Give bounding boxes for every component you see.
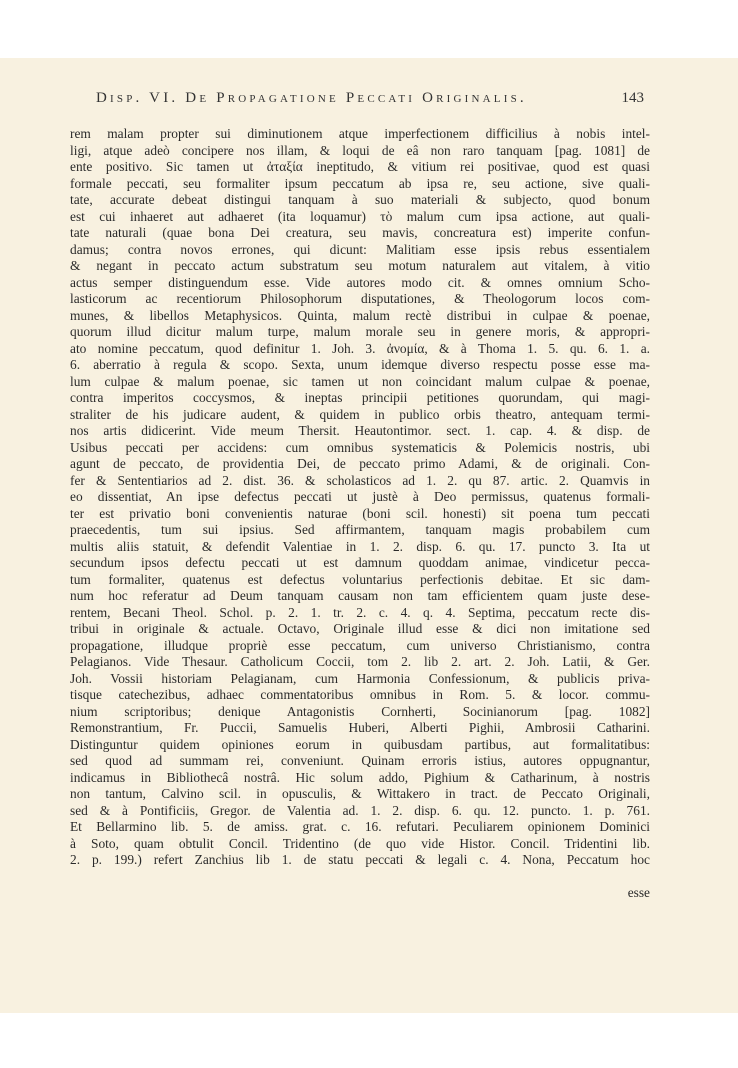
text-line	[70, 869, 650, 886]
text-line: tate, accurate debeat distingui tanquam à suo materiali & subjecto, quod bonum	[70, 192, 650, 207]
text-line: ente positivo. Sic tamen ut ἀταξία ineptitudo, & vitium rei positivae, quod est quasi	[70, 159, 650, 174]
text-line: tribui in originale & actuale. Octavo, Originale illud esse & dici non imitatione sed	[70, 621, 650, 636]
text-line: propagatione, illudque propriè esse peccatum, cum universo Christianismo, contra	[70, 637, 650, 653]
text-line: & negant in peccato actum substratum seu motum naturalem aut vitalem, à vitio	[70, 258, 650, 273]
text-line: straliter de his judicare audent, & quidem in publico orbis theatro, antequam termi-	[70, 406, 650, 422]
text-line: eo dissentiat, An ipse defectus peccati ut justè à Deo permissus, quatenus formali-	[70, 489, 650, 504]
running-header	[96, 90, 644, 110]
page	[0, 58, 738, 1013]
text-line: num hoc referatur ad Deum tanquam causam non tam efficientem quam juste dese-	[70, 588, 650, 603]
text-line: formale peccati, seu formaliter ipsum peccatum ab ipsa re, seu actione, sive quali-	[70, 175, 650, 191]
text-line: Distinguntur quidem opiniones eorum in quibusdam partibus, aut formalitatibus:	[70, 736, 650, 752]
text-line: tum formaliter, quatenus est defectus voluntarius perfectionis debitae. Et sic dam-	[70, 571, 650, 587]
text-line: multis aliis statuit, & defendit Valentiae in 1. 2. disp. 6. qu. 17. puncto 3. Ita ut	[70, 538, 650, 554]
page-number: 143	[621, 90, 644, 106]
running-title: Disp. VI. De Propagatione Peccati Originalis.	[96, 90, 527, 106]
text-line: actus semper distinguendum esse. Vide autores modo cit. & omnes omnium Scho-	[70, 274, 650, 290]
text-line: tate naturali (quae bona Dei creatura, seu mavis, concreatura est) imperite confun-	[70, 225, 650, 240]
text-line: agunt de peccato, de providentia Dei, de peccato primo Adami, & de originali. Con-	[70, 456, 650, 471]
text-line: fer & Sententiarios ad 2. dist. 36. & scholasticos ad 1. 2. qu 87. artic. 2. Quamvis in	[70, 472, 650, 488]
text-line: Usibus peccati per accidens: cum omnibus systematicis & Polemicis nostris, ubi	[70, 439, 650, 455]
text-line: Pelagianos. Vide Thesaur. Catholicum Coccii, tom 2. lib 2. art. 2. Joh. Latii, & Ger.	[70, 654, 650, 669]
text-line: munes, & libellos Metaphysicos. Quinta, malum rectè distribui in culpae & poenae,	[70, 307, 650, 323]
text-line: tisque catechezibus, adhaec commentatoribus omnibus in Rom. 5. & locor. commu-	[70, 687, 650, 702]
text-line: Remonstrantium, Fr. Puccii, Samuelis Huberi, Alberti Pighii, Ambrosii Catharini.	[70, 720, 650, 735]
text-line: rem malam propter sui diminutionem atque imperfectionem difficilius à nobis intel-	[70, 126, 650, 141]
text-line: rentem, Becani Theol. Schol. p. 2. 1. tr. 2. c. 4. q. 4. Septima, peccatum recte dis-	[70, 604, 650, 620]
text-line: praecedentis, tum sui ipsius. Sed affirmantem, tanquam magis probabilem cum	[70, 522, 650, 537]
text-line: quorum illud dicitur malum turpe, malum morale seu in genere moris, & appropri-	[70, 324, 650, 339]
text-line: nium scriptoribus; denique Antagonistis Cornherti, Socinianorum [pag. 1082]	[70, 703, 650, 719]
text-line: nos artis didicerint. Vide meum Thersit. Heautontimor. sect. 1. cap. 4. & disp. de	[70, 423, 650, 438]
text-line: contra imperitos coccysmos, & ineptas principii petitiones quorundam, qui magi-	[70, 390, 650, 405]
text-line: Joh. Vossii historiam Pelagianam, cum Harmonia Confessionum, & publicis priva-	[70, 670, 650, 686]
text-line: 2. p. 199.) refert Zanchius lib 1. de statu peccati & legali c. 4. Nona, Peccatum hoc	[70, 852, 650, 867]
body-text	[70, 126, 650, 902]
text-line: sed & à Pontificiis, Gregor. de Valentia ad. 1. 2. disp. 6. qu. 12. puncto. 1. p. 761.	[70, 802, 650, 818]
text-line: ligi, atque adeò concipere nos illam, & loqui de eâ non raro tanquam [pag. 1081] de	[70, 142, 650, 158]
text-line: lum culpae & malum poenae, sic tamen ut non coincidant malum culpae & poenae,	[70, 373, 650, 389]
text-line: secundum ipsos defectu peccati ut est damnum quoddam animae, vindicetur pecca-	[70, 555, 650, 570]
text-line: 6. aberratio à regula & scopo. Sexta, unum idemque diverso respectu posse esse ma-	[70, 357, 650, 372]
text-line: damus; contra novos errones, qui dicunt: Malitiam esse ipsis rebus essentialem	[70, 241, 650, 257]
text-line: sed quod ad summam rei, conveniunt. Quinam erroris istius, autores oppugnantur,	[70, 753, 650, 768]
text-line: ato nomine peccatum, quod definitur 1. Joh. 3. ἀνομία, & à Thoma 1. 5. qu. 6. 1. a.	[70, 340, 650, 356]
text-line: indicamus in Bibliothecâ nostrâ. Hic solum addo, Pighium & Catharinum, à nostris	[70, 769, 650, 785]
text-line: est cui inhaeret aut adhaeret (ita loquamur) τὸ malum cum ipsa actione, aut quali-	[70, 208, 650, 224]
text-line: à Soto, quam obtulit Concil. Tridentino (de quo vide Histor. Concil. Tridentini lib.	[70, 835, 650, 851]
text-line: ter est privatio boni convenientis naturae (boni scil. honesti) sit poena tum peccati	[70, 505, 650, 521]
catchword: esse	[627, 885, 650, 900]
text-line: Et Bellarmino lib. 5. de amiss. grat. c. 16. refutari. Peculiarem opinionem Dominici	[70, 819, 650, 834]
text-line: non tantum, Calvino scil. in opusculis, & Wittakero in tract. de Peccato Originali,	[70, 786, 650, 801]
text-line: lasticorum ac recentiorum Philosophorum disputationes, & Theologorum locos com-	[70, 291, 650, 306]
